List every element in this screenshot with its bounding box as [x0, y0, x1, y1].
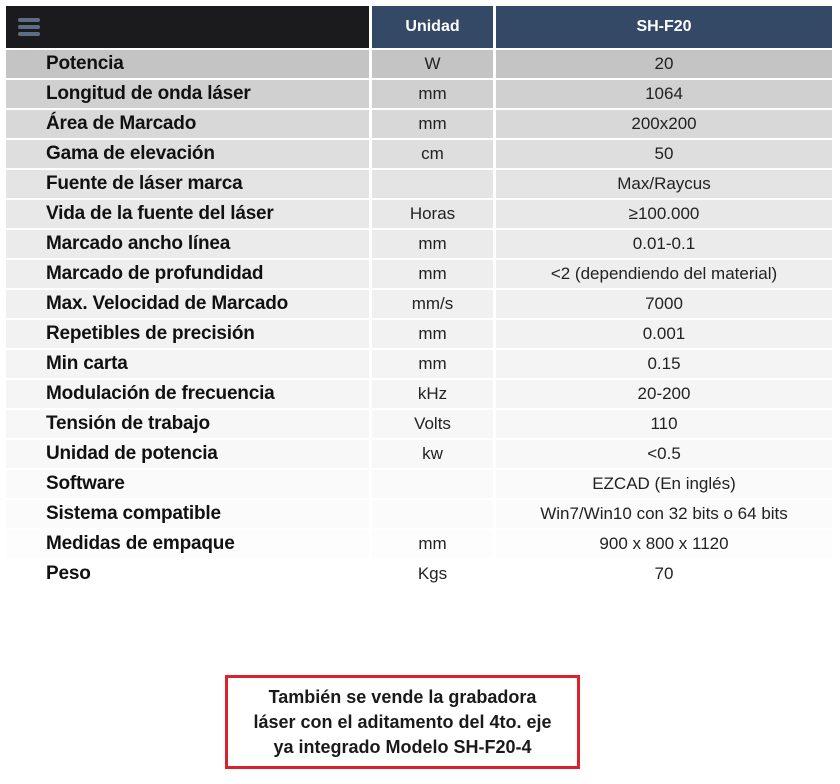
header-menu-cell	[6, 6, 372, 50]
spec-name: Vida de la fuente del láser	[6, 200, 372, 230]
table-row	[6, 440, 832, 470]
spec-value: 70	[496, 560, 832, 590]
spec-name: Longitud de onda láser	[6, 80, 372, 110]
spec-name: Sistema compatible	[6, 500, 372, 530]
spec-unit: mm	[372, 350, 496, 380]
spec-unit	[372, 170, 496, 200]
spec-unit: mm	[372, 80, 496, 110]
table-row	[6, 530, 832, 560]
spec-name: Repetibles de precisión	[6, 320, 372, 350]
spec-unit	[372, 500, 496, 530]
spec-unit: W	[372, 50, 496, 80]
table-row	[6, 230, 832, 260]
spec-value: 20	[496, 50, 832, 80]
spec-name: Potencia	[6, 50, 372, 80]
spec-value: 110	[496, 410, 832, 440]
spec-value: Max/Raycus	[496, 170, 832, 200]
table-row	[6, 410, 832, 440]
spec-name: Min carta	[6, 350, 372, 380]
spec-value: 900 x 800 x 1120	[496, 530, 832, 560]
spec-unit: kHz	[372, 380, 496, 410]
spec-unit: mm	[372, 230, 496, 260]
spec-value: 0.01-0.1	[496, 230, 832, 260]
spec-unit: mm	[372, 320, 496, 350]
notice-line: También se vende la grabadora	[268, 686, 537, 707]
spec-table	[6, 6, 832, 590]
spec-name: Área de Marcado	[6, 110, 372, 140]
spec-name: Gama de elevación	[6, 140, 372, 170]
spec-value: EZCAD (En inglés)	[496, 470, 832, 500]
spec-unit: cm	[372, 140, 496, 170]
table-row	[6, 500, 832, 530]
table-row	[6, 470, 832, 500]
spec-value: <2 (dependiendo del material)	[496, 260, 832, 290]
spec-name: Max. Velocidad de Marcado	[6, 290, 372, 320]
spec-value: 7000	[496, 290, 832, 320]
spec-name: Marcado ancho línea	[6, 230, 372, 260]
spec-unit: mm/s	[372, 290, 496, 320]
spec-value: 200x200	[496, 110, 832, 140]
spec-value: 50	[496, 140, 832, 170]
spec-name: Marcado de profundidad	[6, 260, 372, 290]
spec-value: 1064	[496, 80, 832, 110]
spec-value: 0.15	[496, 350, 832, 380]
spec-table-body	[6, 50, 832, 590]
spec-unit	[372, 470, 496, 500]
spec-unit: mm	[372, 530, 496, 560]
table-row	[6, 380, 832, 410]
spec-name: Software	[6, 470, 372, 500]
table-row	[6, 260, 832, 290]
notice-line: láser con el aditamento del 4to. eje	[253, 711, 552, 732]
table-header-row	[6, 6, 832, 50]
spec-name: Unidad de potencia	[6, 440, 372, 470]
spec-unit: mm	[372, 260, 496, 290]
spec-name: Medidas de empaque	[6, 530, 372, 560]
spec-name: Tensión de trabajo	[6, 410, 372, 440]
table-row	[6, 560, 832, 590]
table-row	[6, 80, 832, 110]
spec-name: Fuente de láser marca	[6, 170, 372, 200]
spec-value: Win7/Win10 con 32 bits o 64 bits	[496, 500, 832, 530]
table-row	[6, 290, 832, 320]
spec-value: ≥100.000	[496, 200, 832, 230]
table-row	[6, 110, 832, 140]
table-row	[6, 170, 832, 200]
table-row	[6, 350, 832, 380]
spec-name: Modulación de frecuencia	[6, 380, 372, 410]
table-row	[6, 200, 832, 230]
notice-line: ya integrado Modelo SH-F20-4	[273, 736, 532, 757]
table-row	[6, 140, 832, 170]
spec-value: 20-200	[496, 380, 832, 410]
menu-icon[interactable]	[18, 15, 40, 39]
spec-unit: Volts	[372, 410, 496, 440]
model-notice-box	[225, 675, 580, 769]
spec-value: <0.5	[496, 440, 832, 470]
table-row	[6, 50, 832, 80]
header-model: SH-F20	[496, 6, 832, 50]
spec-unit: mm	[372, 110, 496, 140]
spec-value: 0.001	[496, 320, 832, 350]
spec-unit: Kgs	[372, 560, 496, 590]
spec-unit: Horas	[372, 200, 496, 230]
spec-name: Peso	[6, 560, 372, 590]
table-row	[6, 320, 832, 350]
spec-unit: kw	[372, 440, 496, 470]
header-unit: Unidad	[372, 6, 496, 50]
